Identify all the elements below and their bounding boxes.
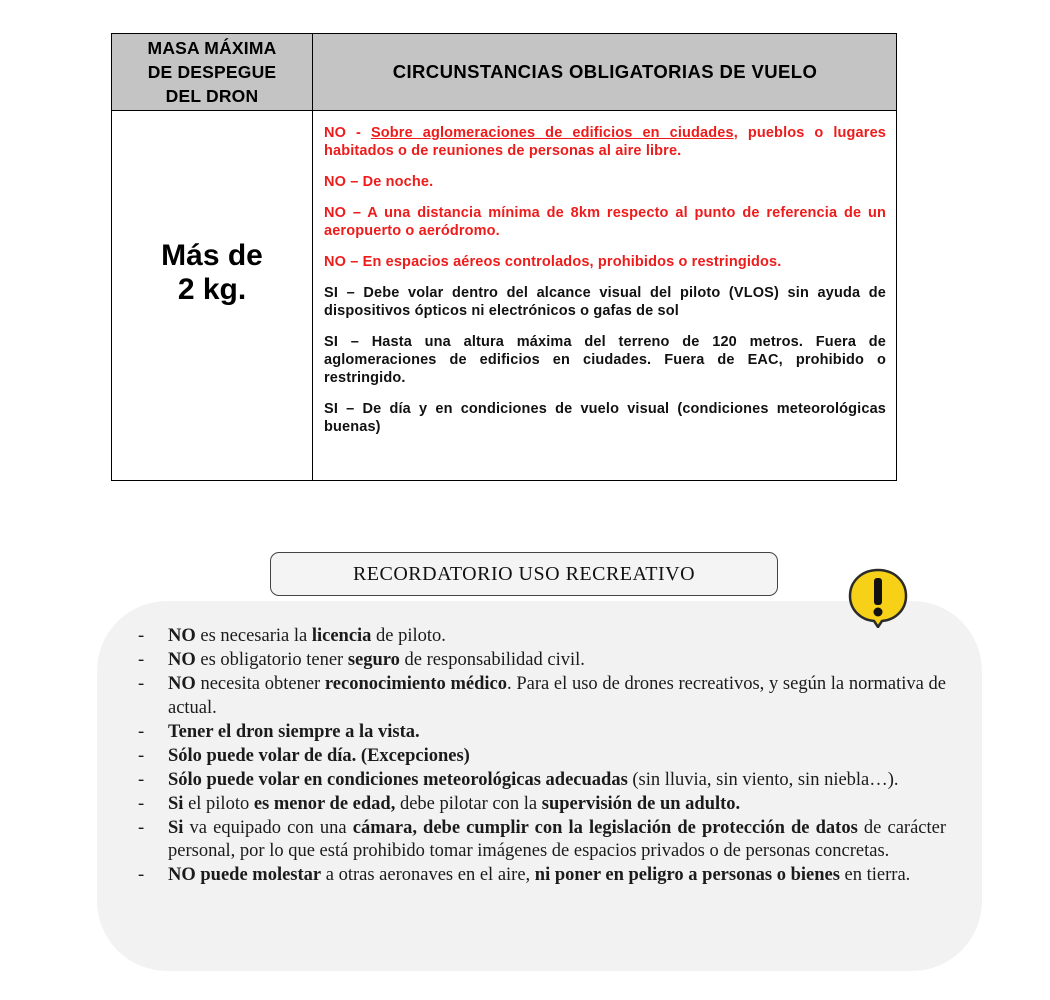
plain-text: es obligatorio tener: [195, 650, 348, 670]
bullet-dash: -: [138, 793, 145, 814]
rule-text: SI – De día y en condiciones de vuelo visual (condiciones meteorológicas buenas): [324, 401, 886, 435]
emphasis-text: Si: [168, 817, 184, 838]
list-item-text: [168, 864, 946, 888]
bullet-dash: -: [138, 721, 145, 742]
flight-rule: [324, 284, 886, 320]
plain-text: a otras aeronaves en el aire,: [321, 865, 535, 885]
rule-text: SI – Hasta una altura máxima del terreno de 120 metros. Fuera de aglomeraciones de edificios en ciudades. Fuera de EAC, prohibido o restringido.: [324, 334, 886, 386]
rule-text: SI – Debe volar dentro del alcance visual del piloto (VLOS) sin ayuda de dispositivos ópticos ni electrónicos o gafas de sol: [324, 285, 886, 319]
bullet-dash: -: [138, 626, 145, 646]
emphasis-text: seguro: [347, 650, 400, 670]
mass-category-value: Más de 2 kg.: [161, 238, 263, 306]
emphasis-text: NO: [168, 626, 196, 646]
flight-rule: [324, 173, 886, 191]
list-item: [138, 769, 946, 793]
rule-text: NO – En espacios aéreos controlados, prohibidos o restringidos.: [324, 254, 782, 270]
list-item: [138, 864, 946, 888]
emphasis-text: supervisión de un adulto.: [541, 793, 741, 814]
rule-text: NO – A una distancia mínima de 8km respecto al punto de referencia de un aeropuerto o aeródromo.: [324, 205, 886, 239]
header-mandatory-circumstances: CIRCUNSTANCIAS OBLIGATORIAS DE VUELO: [392, 61, 818, 82]
list-item: [138, 793, 946, 817]
list-item: [138, 817, 946, 864]
plain-text: va equipado con una: [183, 817, 353, 838]
list-item: [138, 649, 946, 673]
plain-text: de responsabilidad civil.: [399, 650, 585, 670]
plain-text: . Para el uso de drones recreativos, y según la normativa de actual.: [168, 674, 946, 718]
warning-exclamation-icon: [848, 568, 908, 628]
rule-text: , pueblos o lugares habitados o de reuniones de personas al aire libre.: [324, 125, 886, 159]
list-item-text: [168, 625, 946, 649]
plain-text: de carácter personal, por lo que está prohibido tomar imágenes de espacios privados o de personas concretas.: [168, 817, 946, 861]
bullet-dash: -: [138, 745, 145, 766]
list-item-text: [168, 673, 946, 720]
plain-text: el piloto: [183, 793, 254, 814]
list-item-text: [168, 649, 946, 673]
list-item: [138, 721, 946, 745]
list-item-text: [168, 769, 946, 793]
emphasis-text: cámara, debe cumplir con la legislación de protección de datos: [352, 817, 858, 838]
plain-text: de piloto.: [371, 626, 446, 646]
emphasis-text: NO: [168, 674, 196, 694]
plain-text: (sin lluvia, sin viento, sin niebla…).: [627, 769, 899, 790]
reminder-title: RECORDATORIO USO RECREATIVO: [270, 552, 778, 596]
bullet-dash: -: [138, 674, 145, 694]
plain-text: es necesaria la: [195, 626, 312, 646]
emphasis-text: ni poner en peligro a personas o bienes: [534, 865, 840, 885]
list-item-text: [168, 745, 946, 769]
flight-rule: [324, 124, 886, 160]
flight-rule: [324, 400, 886, 436]
drone-rules-table: [111, 33, 897, 481]
flight-rules-list: [324, 124, 886, 449]
list-item: [138, 673, 946, 720]
rule-text: NO -: [324, 125, 371, 141]
emphasis-text: Si: [168, 793, 184, 814]
emphasis-text: Sólo puede volar en condiciones meteorológicas adecuadas: [168, 769, 628, 790]
plain-text: en tierra.: [839, 865, 911, 885]
emphasis-text: NO: [168, 650, 196, 670]
list-item-text: [168, 817, 946, 864]
flight-rule: [324, 333, 886, 387]
reminder-list: [138, 625, 946, 888]
plain-text: debe pilotar con la: [395, 793, 542, 814]
emphasis-text: reconocimiento médico: [324, 674, 507, 694]
emphasis-text: Sólo puede volar de día. (Excepciones): [168, 745, 470, 766]
list-item-text: [168, 793, 946, 817]
plain-text: necesita obtener: [195, 674, 325, 694]
list-item: [138, 625, 946, 649]
header-max-takeoff-mass: MASA MÁXIMA DE DESPEGUE DEL DRON: [147, 38, 277, 106]
emphasis-text: es menor de edad,: [253, 793, 396, 814]
emphasis-text: NO puede molestar: [168, 865, 322, 885]
bullet-dash: -: [138, 817, 145, 838]
flight-rule: [324, 204, 886, 240]
emphasis-text: Tener el dron siempre a la vista.: [168, 721, 420, 742]
rule-text: Sobre aglomeraciones de edificios en ciudades: [370, 125, 734, 141]
flight-rule: [324, 253, 886, 271]
rule-text: NO – De noche.: [324, 174, 434, 190]
emphasis-text: licencia: [311, 626, 372, 646]
bullet-dash: -: [138, 865, 145, 885]
list-item-text: [168, 721, 946, 745]
column-divider: [312, 34, 313, 480]
bullet-dash: -: [138, 769, 145, 790]
list-item: [138, 745, 946, 769]
bullet-dash: -: [138, 650, 145, 670]
